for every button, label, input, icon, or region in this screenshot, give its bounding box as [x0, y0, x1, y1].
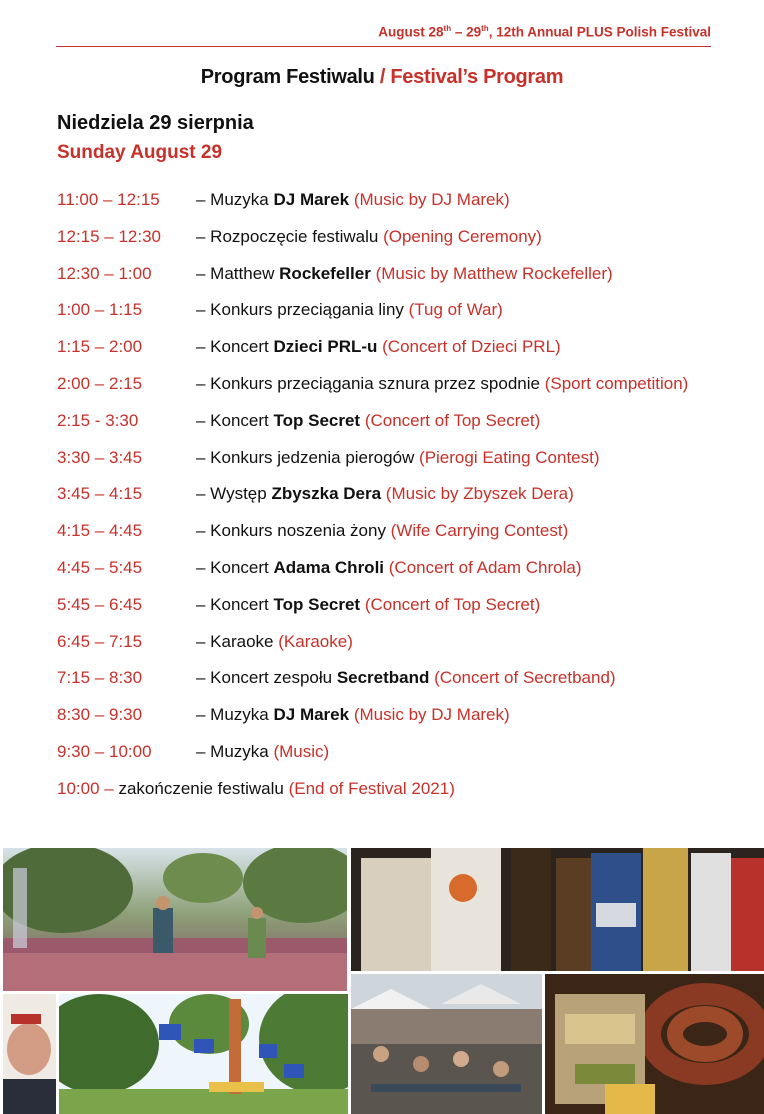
- day-heading-polish: Niedziela 29 sierpnia: [57, 112, 254, 134]
- schedule-row: [57, 556, 757, 593]
- schedule-performer: Secretband: [336, 668, 430, 688]
- schedule-event-english: (Music): [273, 741, 330, 761]
- schedule-time: 12:15 – 12:30: [57, 226, 161, 246]
- beer-bottles-photo: [351, 848, 764, 971]
- schedule-event-english: (Concert of Top Secret): [364, 410, 541, 430]
- schedule-row: [57, 188, 757, 225]
- schedule-description: [196, 703, 510, 727]
- schedule-event-english: (Music by Zbyszek Dera): [385, 484, 574, 504]
- schedule-row: [57, 298, 757, 335]
- schedule-performer: Zbyszka Dera: [271, 484, 382, 504]
- schedule-row: [57, 372, 757, 409]
- page-header: [56, 24, 711, 47]
- schedule-time: 10:00 –: [57, 778, 114, 798]
- schedule-row: [57, 666, 757, 703]
- schedule-time: 1:15 – 2:00: [57, 337, 143, 357]
- schedule-description: [196, 335, 561, 359]
- schedule-description: [196, 630, 353, 654]
- schedule-event-polish: – Konkurs przeciągania sznura przez spodnie: [196, 373, 545, 393]
- schedule-event-polish: – Muzyka: [196, 190, 274, 209]
- schedule-performer: Top Secret: [273, 410, 361, 430]
- schedule-time: 4:45 – 5:45: [57, 557, 143, 577]
- schedule-event-polish: – Koncert: [196, 410, 274, 430]
- schedule-event-english: (Concert of Adam Chrola): [388, 557, 582, 577]
- schedule-event-english: (Opening Ceremony): [383, 226, 542, 246]
- concert-crowd-photo: [3, 848, 347, 991]
- carnival-ride-photo: [59, 994, 348, 1114]
- schedule-event-polish: zakończenie festiwalu: [113, 778, 289, 798]
- schedule-row: [57, 225, 757, 262]
- schedule-row-final: [57, 777, 757, 814]
- schedule-performer: Top Secret: [273, 594, 361, 614]
- day-heading-english: Sunday August 29: [57, 142, 223, 163]
- schedule-time: 2:00 – 2:15: [57, 373, 143, 393]
- schedule-performer: DJ Marek: [273, 705, 350, 725]
- schedule-list: [57, 188, 757, 814]
- schedule-event-english: (Concert of Top Secret): [364, 594, 541, 614]
- schedule-event-english: (Music by DJ Marek): [353, 705, 510, 725]
- schedule-time: 3:45 – 4:15: [57, 484, 143, 504]
- schedule-row: [57, 593, 757, 630]
- schedule-event-polish: – Konkurs jedzenia pierogów: [196, 447, 420, 467]
- title-polish: Program Festiwalu: [200, 66, 375, 88]
- schedule-event-polish: – Koncert: [196, 557, 274, 577]
- schedule-time: 8:30 – 9:30: [57, 705, 143, 725]
- schedule-event-english: (Music by DJ Marek): [353, 190, 510, 209]
- photo-collage: [0, 846, 764, 1114]
- face-closeup-photo: [3, 994, 56, 1114]
- schedule-event-polish: – Rozpoczęcie festiwalu: [196, 226, 384, 246]
- schedule-event-english: (Pierogi Eating Contest): [419, 447, 600, 467]
- sausage-food-photo: [545, 974, 764, 1114]
- schedule-event-english: (Tug of War): [408, 300, 503, 320]
- header-festival-name: , 12th Annual PLUS Polish Festival: [488, 24, 711, 40]
- schedule-event-polish: – Karaoke: [196, 631, 279, 651]
- schedule-time: 9:30 – 10:00: [57, 741, 152, 761]
- title-separator: /: [374, 66, 391, 88]
- schedule-row: [57, 519, 757, 556]
- schedule-row: [57, 482, 757, 519]
- header-date-start: August 28: [378, 24, 444, 40]
- schedule-event-polish: – Występ: [196, 484, 272, 504]
- schedule-description: [196, 666, 616, 690]
- schedule-description: [196, 593, 540, 617]
- festival-tents-crowd-photo: [351, 974, 542, 1114]
- schedule-event-english: (Karaoke): [278, 631, 353, 651]
- schedule-row: [57, 703, 757, 740]
- schedule-event-english: (Sport competition): [544, 373, 689, 393]
- schedule-description: [196, 225, 542, 249]
- schedule-event-english: (Concert of Dzieci PRL): [382, 337, 561, 357]
- schedule-description: [196, 556, 582, 580]
- schedule-time: 6:45 – 7:15: [57, 631, 143, 651]
- schedule-description: [196, 482, 574, 506]
- schedule-time: 3:30 – 3:45: [57, 447, 143, 467]
- schedule-event-polish: – Matthew: [196, 263, 280, 283]
- schedule-row: [57, 335, 757, 372]
- schedule-event-polish: – Muzyka: [196, 705, 274, 725]
- schedule-event-polish: – Konkurs przeciągania liny: [196, 300, 409, 320]
- schedule-time: 2:15 - 3:30: [57, 410, 139, 430]
- title-english: Festival’s Program: [390, 66, 564, 88]
- schedule-event-english: (Concert of Secretband): [434, 668, 616, 688]
- schedule-performer: Adama Chroli: [273, 557, 385, 577]
- schedule-row: [57, 740, 757, 777]
- schedule-row: [57, 630, 757, 667]
- page-title: [0, 66, 764, 89]
- schedule-event-english: (Music by Matthew Rockefeller): [375, 263, 613, 283]
- schedule-row: [57, 262, 757, 299]
- header-sup-2: th: [481, 24, 489, 33]
- schedule-time: 5:45 – 6:45: [57, 594, 143, 614]
- schedule-description: [57, 777, 455, 801]
- schedule-performer: DJ Marek: [273, 190, 350, 209]
- schedule-description: [196, 262, 613, 286]
- schedule-description: [196, 298, 503, 322]
- schedule-performer: Rockefeller: [279, 263, 371, 283]
- schedule-description: [196, 446, 600, 470]
- schedule-time: 12:30 – 1:00: [57, 263, 152, 283]
- schedule-event-polish: – Koncert: [196, 594, 274, 614]
- schedule-performer: Dzieci PRL-u: [273, 337, 378, 357]
- schedule-time: 7:15 – 8:30: [57, 668, 143, 688]
- header-sup-1: th: [443, 24, 452, 33]
- schedule-description: [196, 372, 688, 396]
- header-date-end: – 29: [451, 24, 482, 40]
- schedule-event-english: (End of Festival 2021): [288, 778, 455, 798]
- schedule-time: 4:15 – 4:45: [57, 521, 143, 541]
- schedule-event-polish: – Konkurs noszenia żony: [196, 521, 391, 541]
- schedule-description: [196, 519, 568, 543]
- schedule-event-english: (Wife Carrying Contest): [390, 521, 569, 541]
- schedule-row: [57, 409, 757, 446]
- schedule-event-polish: – Koncert zespołu: [196, 668, 337, 688]
- schedule-time: 1:00 – 1:15: [57, 300, 143, 320]
- schedule-description: [196, 740, 329, 764]
- schedule-description: [196, 409, 540, 433]
- schedule-row: [57, 446, 757, 483]
- schedule-event-polish: – Muzyka: [196, 741, 274, 761]
- schedule-event-polish: – Koncert: [196, 337, 274, 357]
- schedule-description: [196, 188, 510, 212]
- schedule-time: 11:00 – 12:15: [57, 190, 160, 209]
